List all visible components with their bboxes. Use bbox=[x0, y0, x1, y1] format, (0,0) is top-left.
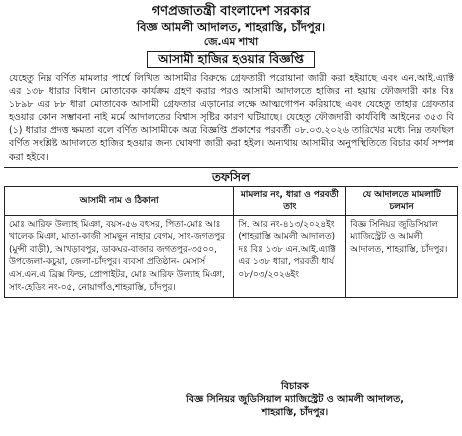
court-notice bbox=[4, 2, 458, 432]
notice-body: যেহেতু নিম্ন বর্ণিত মামলার পার্শ্বে লিখিত আসামীর বিরুদ্ধে গ্রেফতারী পরোয়ানা জারী করা হইয়াছে এবং এন.আই.এ্যাক্ট এর ১৩৮ ধারার বিধান মোতাবেক কার্যক্রম গ্রহণ করার পরও আসামী আদালতে হাজির না হয়ায় ফৌজদারী কাঃ বিঃ ১৮৯৮ এর ৮৮ ধারা মোতাবেক আসামী গ্রেফতার এড়ানোর লক্ষে আত্মগোপন করিয়াছে এবং যেহেতু তাহার গ্রেফতার হওয়ার কোন সম্ভাবনা নাই মর্মে আদালতের বিশ্বাস সৃষ্টির কারণ ঘটিয়াছে। যেহেতু ফৌজদারী কার্যবিধি আইনের ৩৫৩ বি (১) ধারার প্রদত্ত ক্ষমতা বলে বর্ণিত আসামীকে অত্র বিজ্ঞপ্তি প্রকাশের পরবর্তী ০৮.০৩.২০২৬ তারিখের মধ্যে নিম্ন তফছিল বর্ণিত সংশ্লিষ্ট আদালতে হাজির হওয়ার জন্য ঘোষণা জারী করা হইল। অন্যথায় আসামীর অনুপস্থিতিতে বিচার কার্য সম্পন্ন করা হইবে। bbox=[9, 73, 454, 163]
government-heading: গণপ্রজাতন্ত্রী বাংলাদেশ সরকার bbox=[151, 4, 311, 19]
case-cell: সি. আর নং-৪১৩/২০২৪ইং (শাহরাস্তি আমলী আদালত) দঃ বিঃ ১৩৮ এন.আই.এ্যাক্ট এর ১৩৮ ধারা, পরবর্তী ধার্য ০৮/০৩/২০২৬ইং bbox=[234, 215, 346, 298]
branch-heading: জে.এম শাখা bbox=[203, 36, 259, 48]
table-row bbox=[5, 215, 458, 298]
judge-court: বিজ্ঞ সিনিয়র জুডিসিয়াল ম্যাজিস্ট্রেট ও আমলী আদালত, bbox=[186, 394, 404, 405]
signature-block bbox=[140, 380, 450, 419]
court-heading: বিজ্ঞ আমলী আদালত, শাহরাস্তি, চাঁদপুর। bbox=[136, 20, 326, 34]
judge-place: শাহরাস্তি, চাঁদপুর। bbox=[261, 407, 329, 418]
accused-cell: মোঃ আরিফ উল্যাহ মিঞা, বয়স-৫৬ বৎসর, পিতা-মোঃ আঃ খালেক মিঞা, মাতা-কাজী সামছুন নাহার বেগম, সাং-জগতপুর (মুন্সী বাড়ী), আখড়াবপুর, ডাকঘর-বাজার জগতপুর-৩৫০০, উপজেলা-কচুয়া, জেলা-চাঁদপুর। ব্যবসা প্রতিষ্ঠান- মেসার্স এস.এন.এ ব্রিক্স ফিল্ড, প্রোপাইটর, মোঃ আরিফ উল্যাহ মিঞা, সাং-হেডিং নং-০৫, নোয়াগাঁও,শাহরাস্তি, চাঁদপুর। bbox=[5, 215, 234, 298]
column-header-accused: আসামী নাম ও ঠিকানা bbox=[5, 186, 234, 215]
column-header-case: মামলার নং, ধারা ও পরবর্তী তাং bbox=[234, 186, 346, 215]
schedule-header-row bbox=[5, 186, 458, 215]
judge-title: বিচারক bbox=[280, 381, 310, 392]
schedule-title: তফসিল bbox=[211, 169, 251, 184]
column-header-court: যে আদালতে মামলাটি চলমান bbox=[346, 186, 458, 215]
court-cell: বিজ্ঞ সিনিয়র জুডিসিয়াল ম্যাজিস্ট্রেট ও আমলী আদালত, শাহরাস্তি, চাঁদপুর। bbox=[346, 215, 458, 298]
schedule-table bbox=[4, 186, 458, 299]
notice-title: আসামী হাজির হওয়ার বিজ্ঞপ্তি bbox=[147, 51, 315, 68]
